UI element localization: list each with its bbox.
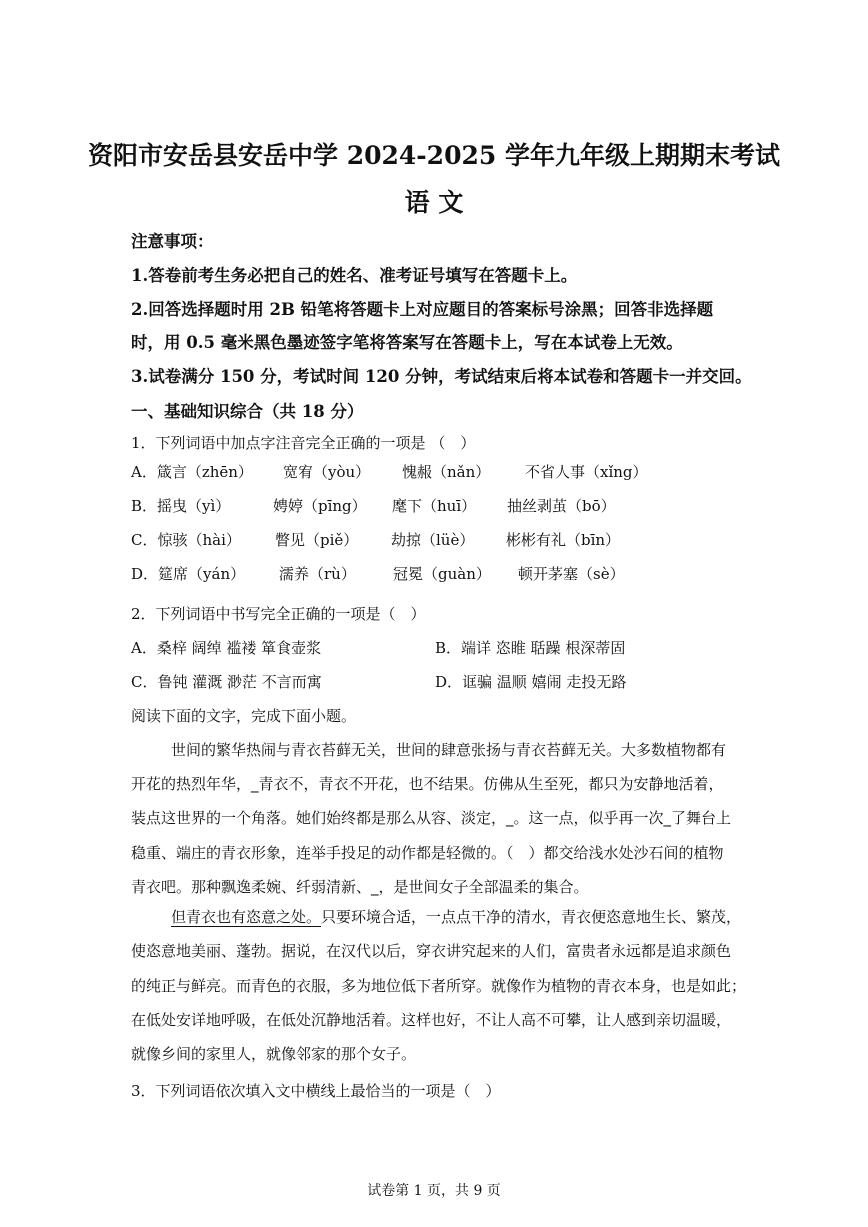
- notice-item-1: 1.答卷前考生务必把自己的姓名、准考证号填写在答题卡上。: [131, 266, 578, 285]
- q1-option-b-1: B．摇曳（yì）: [131, 497, 231, 515]
- passage-line: 开花的热烈年华，_青衣不，青衣不开花，也不结果。仿佛从生至死，都只为安静地活着，: [131, 775, 724, 793]
- section-heading: 一、基础知识综合（共 18 分）: [131, 402, 364, 421]
- passage-line-rest: 只要环境合适，一点点干净的清水，青衣便恣意地生长、繁茂，: [321, 908, 742, 926]
- q1-option-a-1: A．箴言（zhēn）: [131, 463, 253, 481]
- passage-line: 青衣吧。那种飘逸柔婉、纤弱清新、_，是世间女子全部温柔的集合。: [131, 878, 589, 896]
- q1-option-c-1: C．惊骇（hài）: [131, 531, 241, 549]
- q1-option-c-2: 瞥见（piě）: [275, 531, 359, 549]
- question-2-stem: 2．下列词语中书写完全正确的一项是（ ）: [131, 605, 426, 623]
- q2-option-d: D．诓骗 温顺 嬉闹 走投无路: [435, 673, 627, 691]
- passage-line: 在低处安详地呼吸，在低处沉静地活着。这样也好，不让人高不可攀，让人感到亲切温暖，: [131, 1011, 732, 1029]
- q1-option-c-4: 彬彬有礼（bīn）: [506, 531, 621, 549]
- q1-option-b-3: 麾下（huī）: [392, 497, 477, 515]
- q1-option-a-3: 愧赧（nǎn）: [402, 463, 491, 481]
- page-footer: 试卷第 1 页，共 9 页: [367, 1183, 501, 1199]
- q1-option-b-4: 抽丝剥茧（bō）: [507, 497, 616, 515]
- passage-line: 装点这世界的一个角落。她们始终都是那么从容、淡定，_。这一点，似乎再一次_了舞台上: [131, 809, 732, 827]
- q1-option-d-3: 冠冕（guàn）: [393, 565, 491, 583]
- subject-title: 语 文: [404, 188, 464, 217]
- q1-option-b-2: 娉婷（pīng）: [273, 497, 367, 515]
- passage-line: 稳重、端庄的青衣形象，连举手投足的动作都是轻微的。（ ）都交给浅水处沙石间的植物: [131, 844, 724, 862]
- notice-item-2-cont: 时，用 0.5 毫米黑色墨迹签字笔将答案写在答题卡上，写在本试卷上无效。: [131, 333, 683, 352]
- q2-option-c: C．鲁钝 灌溉 渺茫 不言而寓: [131, 673, 322, 691]
- q2-option-a: A．桑梓 阔绰 褴褛 箪食壶浆: [131, 639, 322, 657]
- q2-option-b: B．端详 恣睢 聒躁 根深蒂固: [435, 639, 626, 657]
- passage-line: 使恣意地美丽、蓬勃。据说，在汉代以后，穿衣讲究起来的人们，富贵者永远都是追求颜色: [131, 942, 732, 960]
- passage-line: 世间的繁华热闹与青衣苔藓无关，世间的肆意张扬与青衣苔藓无关。大多数植物都有: [171, 741, 727, 759]
- notice-item-3: 3.试卷满分 150 分，考试时间 120 分钟，考试结束后将本试卷和答题卡一并交回。: [131, 367, 752, 386]
- reading-intro: 阅读下面的文字，完成下面小题。: [131, 707, 357, 725]
- q1-option-a-4: 不省人事（xǐng）: [525, 463, 648, 481]
- q1-option-a-2: 宽宥（yòu）: [283, 463, 371, 481]
- question-1-stem: 1．下列词语中加点字注音完全正确的一项是 （ ）: [131, 434, 476, 452]
- notice-item-2: 2.回答选择题时用 2B 铅笔将答题卡上对应题目的答案标号涂黑；回答非选择题: [131, 300, 714, 319]
- underlined-sentence: 但青衣也有恣意之处。: [171, 908, 322, 926]
- notice-heading: 注意事项：: [131, 232, 214, 251]
- passage-line: [171, 906, 785, 927]
- question-3-stem: 3．下列词语依次填入文中横线上最恰当的一项是（ ）: [131, 1082, 501, 1100]
- exam-title: 资阳市安岳县安岳中学 2024-2025 学年九年级上期期末考试: [88, 141, 780, 170]
- q1-option-d-4: 顿开茅塞（sè）: [518, 565, 625, 583]
- q1-option-c-3: 劫掠（lüè）: [391, 531, 475, 549]
- passage-line: 的纯正与鲜亮。而青色的衣服，多为地位低下者所穿。就像作为植物的青衣本身，也是如此；: [131, 977, 747, 995]
- q1-option-d-1: D．筵席（yán）: [131, 565, 246, 583]
- passage-line: 就像乡间的家里人，就像邻家的那个女子。: [131, 1045, 417, 1063]
- q1-option-d-2: 濡养（rù）: [279, 565, 356, 583]
